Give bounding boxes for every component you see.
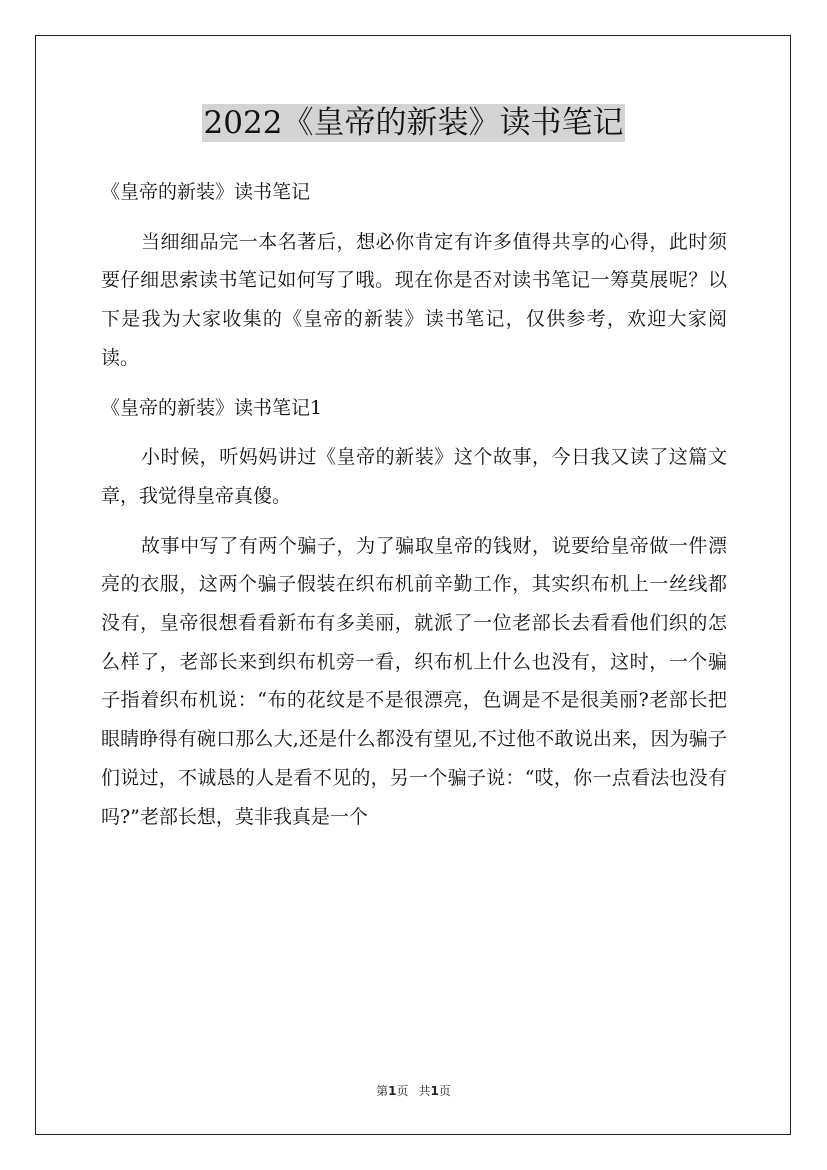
total-prefix: 共 bbox=[418, 1084, 431, 1098]
title-container bbox=[0, 104, 827, 142]
paragraph-story: 故事中写了有两个骗子，为了骗取皇帝的钱财，说要给皇帝做一件漂亮的衣服，这两个骗子假装在织布机前辛勤工作，其实织布机上一丝线都没有，皇帝很想看看新布有多美丽，就派了一位老部长去看看他们织的怎么样了，老部长来到织布机旁一看，织布机上什么也没有，这时，一个骗子指着织布机说：“布的花纹是不是很漂亮，色调是不是很美丽?老部长把眼睛睁得有碗口那么大,还是什么都没有望见,不过他不敢说出来，因为骗子们说过，不诚恳的人是看不见的，另一个骗子说：“哎，你一点看法也没有吗?”老部长想，莫非我真是一个 bbox=[101, 534, 727, 828]
document-body bbox=[101, 173, 727, 847]
paragraph-intro: 当细细品完一本名著后，想必你肯定有许多值得共享的心得，此时须要仔细思索读书笔记如何写了哦。现在你是否对读书笔记一筹莫展呢？以下是我为大家收集的《皇帝的新装》读书笔记，仅供参考，欢迎大家阅读。 bbox=[101, 230, 727, 369]
document-title: 2022《皇帝的新装》读书笔记 bbox=[203, 105, 624, 141]
page-total: 1 bbox=[430, 1084, 439, 1098]
page-current: 1 bbox=[388, 1084, 397, 1098]
page-prefix: 第 bbox=[376, 1084, 389, 1098]
section-heading-note-1: 《皇帝的新装》读书笔记1 bbox=[101, 396, 323, 419]
paragraph-childhood: 小时候，听妈妈讲过《皇帝的新装》这个故事，今日我又读了这篇文章，我觉得皇帝真傻。 bbox=[101, 446, 727, 507]
section-heading-intro: 《皇帝的新装》读书笔记 bbox=[101, 181, 311, 203]
page-suffix: 页 bbox=[396, 1084, 409, 1098]
page-footer bbox=[0, 1083, 827, 1099]
total-suffix: 页 bbox=[438, 1084, 451, 1098]
